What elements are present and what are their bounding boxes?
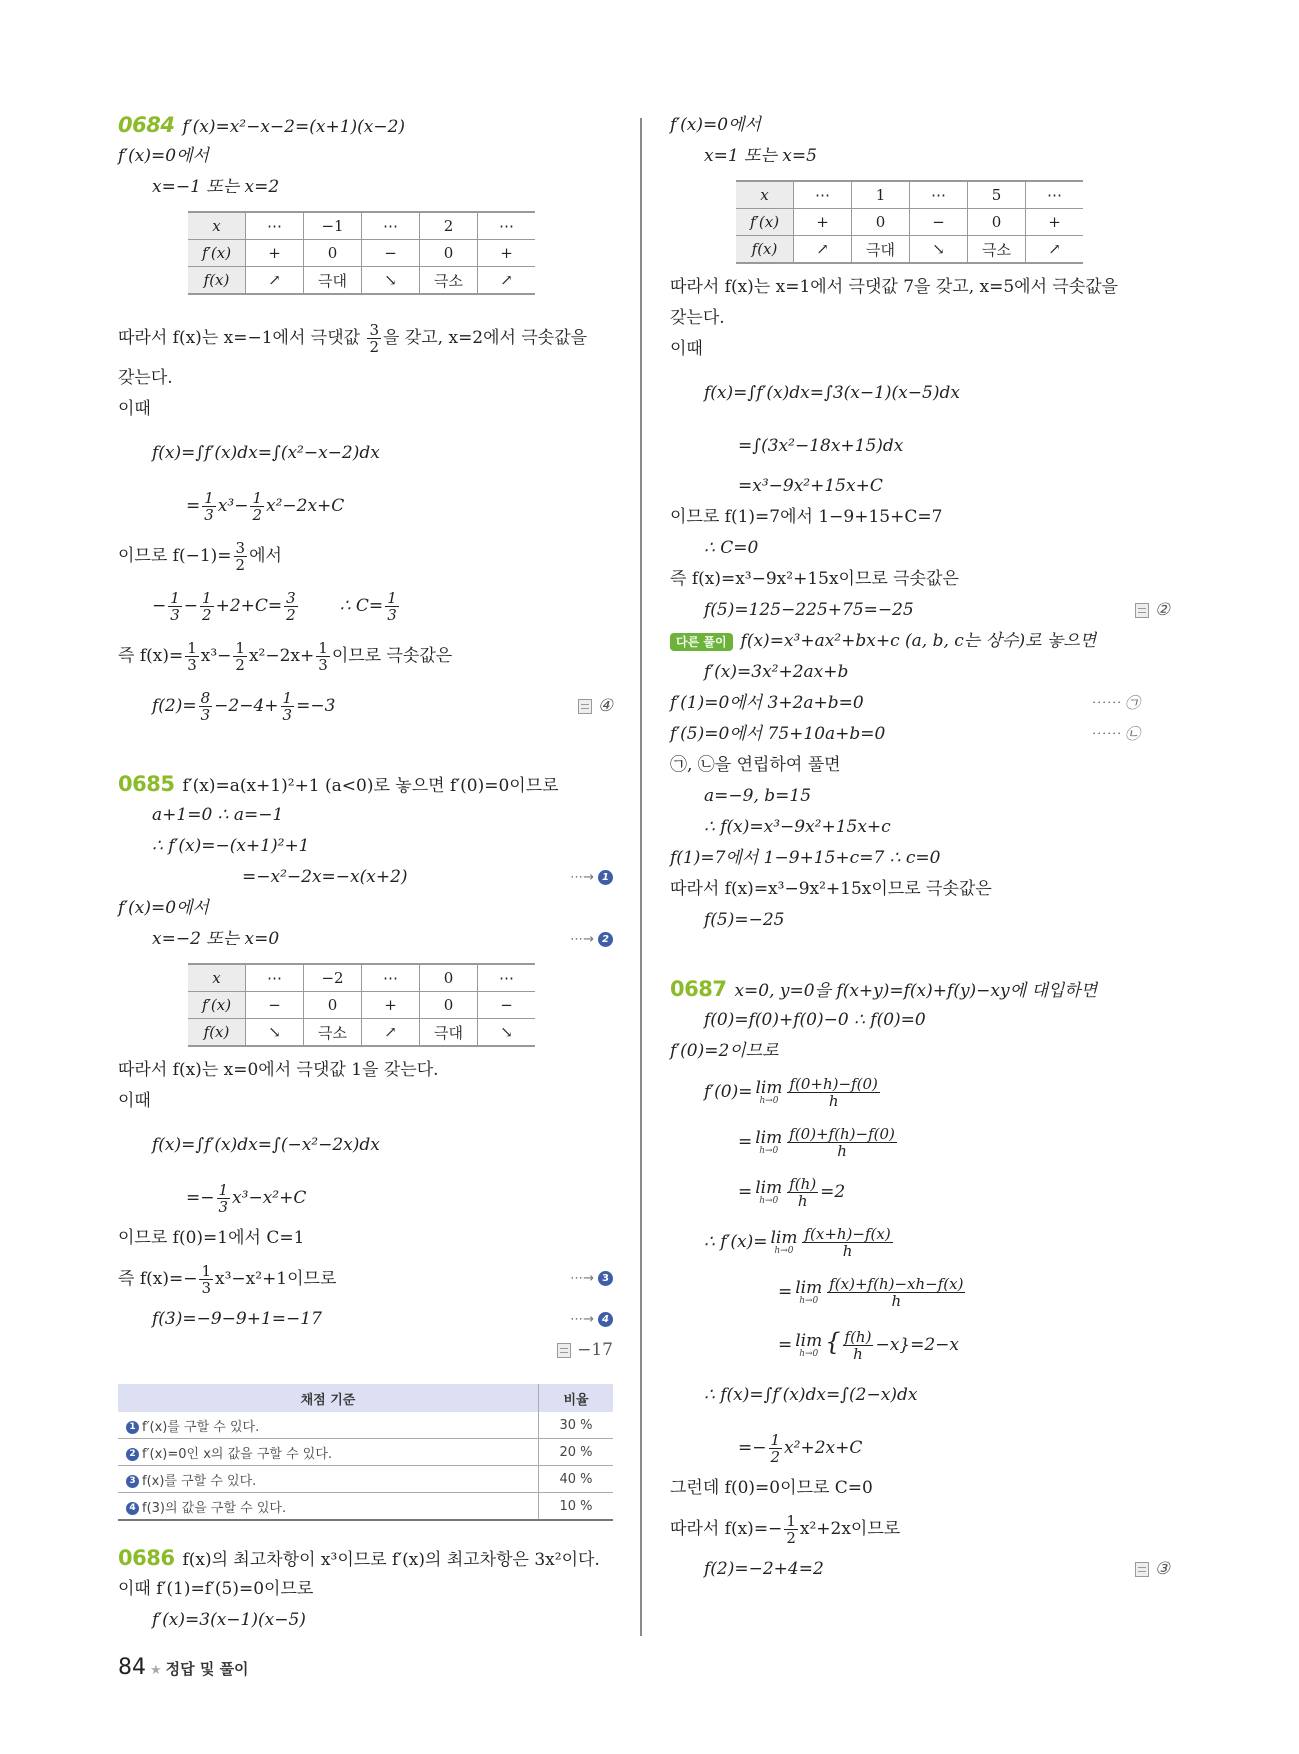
equation: ∴ C=0 xyxy=(704,538,759,558)
answer-label: −17 xyxy=(557,1335,613,1366)
answer-icon xyxy=(1135,603,1149,618)
variation-table: x ⋯ 1 ⋯ 5 ⋯ f′(x) + 0 − 0 + f(x) ↗ 극대 ↘ 극소 ↗ xyxy=(736,180,1083,264)
text-line: f′(x)=0에서 xyxy=(118,898,209,918)
equation: =∫(3x²−18x+15)dx xyxy=(738,436,904,456)
problem-0687: 0687 x=0, y=0을 f(x+y)=f(x)+f(y)−xy에 대입하면 f(0)=f(0)+f(0)−0 ∴ f(0)=0 f′(0)=2이므로 f′(0)= lim h→0 $\frac{f(0+h)-f(0)}{h}$ = lim h→0 $\frac{f(0)+f(h)-f(0)}{h}$ = lim h→0 $\frac{f(h)}{h}$ =2 ∴ f′(x)= lim h→0 $\frac{f(x+h)-f(x)}{h}$ = lim h→0 $\frac{f(x)+f(h)-xh-f(x)}{h}$ = lim h→0 { $\frac{f(h)}{h}$ −x}=2−x ∴ f(x)=∫f′(x)dx=∫(2−x)dx =− $\frac{1}{2}$ x²+2x+C 그런데 f(0)=0이므로 C=0 따라서 f(x)=− $\frac{1}{2}$ x²+2x이므로 f(2)=−2+4=2 ③ xyxy=(670,974,1170,1585)
text-line: f′(x)=0에서 xyxy=(118,146,209,166)
text-line: 이때 xyxy=(118,399,151,419)
text-line: 따라서 f(x)는 x=1에서 극댓값 7을 갖고, x=5에서 극솟값을 xyxy=(670,277,1119,297)
text-line: f′(x)=a(x+1)²+1 (a<0)로 놓으면 f′(0)=0이므로 xyxy=(182,776,559,796)
text-line: 따라서 f(x)=− $\frac{1}{2}$ x²+2x이므로 xyxy=(670,1511,901,1547)
text-line: 이때 f′(1)=f′(5)=0이므로 xyxy=(118,1579,314,1599)
text-line: 이므로 f(−1)= $\frac{3}{2}$ 에서 xyxy=(118,538,282,574)
text-line: 갖는다. xyxy=(670,308,725,328)
text-line: 즉 f(x)=− $\frac{1}{3}$ x³−x²+1이므로 ⋯→ 3 xyxy=(118,1254,613,1304)
star-icon: ★ xyxy=(150,1663,162,1678)
equation: f(0)=f(0)+f(0)−0 ∴ f(0)=0 xyxy=(704,1010,926,1030)
equation: a+1=0 ∴ a=−1 xyxy=(152,805,284,825)
equation: f(2)=−2+4=2 ③ xyxy=(670,1554,1170,1585)
text-line: 즉 f(x)= $\frac{1}{3}$ x³− $\frac{1}{2}$ x²−2x+ $\frac{1}{3}$ 이므로 극솟값은 xyxy=(118,638,453,674)
equation: f(x)=∫f′(x)dx=∫3(x−1)(x−5)dx xyxy=(704,383,960,403)
equation: a=−9, b=15 xyxy=(704,786,812,806)
equation: f(x)=∫f′(x)dx=∫(x²−x−2)dx xyxy=(152,443,380,463)
step-marker-4: ⋯→ 4 xyxy=(570,1304,613,1335)
equation: f′(x)=3(x−1)(x−5) xyxy=(152,1610,306,1630)
equation: f′(x)=x²−x−2=(x+1)(x−2) xyxy=(182,117,406,137)
equation: f(1)=7에서 1−9+15+c=7 ∴ c=0 xyxy=(670,848,941,868)
problem-number: 0687 xyxy=(670,977,727,1001)
equation: f(5)=−25 xyxy=(704,910,785,930)
equation: =−x²−2x=−x(x+2) ⋯→ 1 xyxy=(118,862,613,893)
text-line: x=−2 또는 x=0 ⋯→ 2 xyxy=(118,924,613,955)
grading-header-criteria: 채점 기준 xyxy=(118,1384,539,1412)
equation: f(2)= $\frac{8}{3}$ −2−4+ $\frac{1}{3}$ =−3 ④ xyxy=(118,681,613,731)
text-line: 그런데 f(0)=0이므로 C=0 xyxy=(670,1478,873,1498)
text-line: 이므로 f(1)=7에서 1−9+15+C=7 xyxy=(670,507,943,527)
answer-line xyxy=(118,1335,613,1366)
step-marker-1: ⋯→ 1 xyxy=(570,862,613,893)
grading-criteria-table xyxy=(118,1384,613,1521)
equation: f(5)=125−225+75=−25 ② xyxy=(670,595,1170,626)
text-line: 갖는다. xyxy=(118,368,173,388)
right-column xyxy=(670,110,1170,1585)
problem-number: 0686 xyxy=(118,1546,175,1570)
answer-label: ④ xyxy=(578,681,613,731)
text-line: f(x)의 최고차항이 x³이므로 f′(x)의 최고차항은 3x²이다. xyxy=(182,1550,600,1570)
text-line: 즉 f(x)=x³−9x²+15x이므로 극솟값은 xyxy=(670,569,959,589)
equation: f(x)=∫f′(x)dx=∫(−x²−2x)dx xyxy=(152,1135,380,1155)
text-line: f′(0)=2이므로 xyxy=(670,1041,779,1061)
problem-0684 xyxy=(118,110,613,731)
equation-ref: ⋯⋯ ㉡ xyxy=(1090,725,1140,743)
equation: = lim h→0 $\frac{f(h)}{h}$ =2 xyxy=(738,1174,846,1210)
equation: = lim h→0 { $\frac{f(h)}{h}$ −x}=2−x xyxy=(778,1327,959,1363)
grading-header-ratio: 비율 xyxy=(539,1384,614,1412)
text-line: 이때 xyxy=(670,339,703,359)
problem-0685 xyxy=(118,769,613,1521)
equation: ∴ f(x)=x³−9x²+15x+c xyxy=(704,817,891,837)
step-marker-3: ⋯→ 3 xyxy=(570,1254,613,1304)
problem-0686 xyxy=(118,1543,613,1636)
text-line: 따라서 f(x)는 x=0에서 극댓값 1을 갖는다. xyxy=(118,1060,439,1080)
text-line: f′(x)=0에서 xyxy=(670,115,761,135)
page-footer xyxy=(118,1655,249,1680)
answer-icon xyxy=(557,1343,571,1358)
section-title: 정답 및 풀이 xyxy=(165,1660,249,1678)
answer-icon xyxy=(578,699,592,714)
page-number: 84 xyxy=(118,1655,146,1680)
problem-number: 0684 xyxy=(118,113,175,137)
problem-number: 0685 xyxy=(118,772,175,796)
problem-0686-continued xyxy=(670,110,1170,936)
equation: = $\frac{1}{3}$ x³− $\frac{1}{2}$ x²−2x+C xyxy=(186,488,345,524)
equation: =x³−9x²+15x+C xyxy=(738,476,883,496)
text-line: 이때 xyxy=(118,1091,151,1111)
variation-table: x ⋯ −1 ⋯ 2 ⋯ f′(x) + 0 − 0 + f(x) ↗ 극대 ↘ 극소 ↗ xyxy=(188,211,535,295)
table-row: 3 f(x)를 구할 수 있다. 40 % xyxy=(118,1466,613,1493)
text-line: 따라서 f(x)=x³−9x²+15x이므로 극솟값은 xyxy=(670,879,992,899)
answer-icon xyxy=(1135,1562,1149,1577)
answer-label: ② xyxy=(1135,595,1170,626)
equation: − $\frac{1}{3}$ − $\frac{1}{2}$ +2+C= $\frac{3}{2}$ ∴ C= $\frac{1}{3}$ xyxy=(152,588,397,624)
equation: =− $\frac{1}{2}$ x²+2x+C xyxy=(738,1430,863,1466)
equation: f′(0)= lim h→0 $\frac{f(0+h)-f(0)}{h}$ xyxy=(704,1074,878,1110)
equation: f′(1)=0에서 3+2a+b=0 ⋯⋯ ㉠ xyxy=(670,688,1170,719)
step-marker-2: ⋯→ 2 xyxy=(570,924,613,955)
table-row: 2 f′(x)=0인 x의 값을 구할 수 있다. 20 % xyxy=(118,1439,613,1466)
equation: ∴ f′(x)= lim h→0 $\frac{f(x+h)-f(x)}{h}$ xyxy=(704,1224,891,1260)
equation: f(3)=−9−9+1=−17 ⋯→ 4 xyxy=(118,1304,613,1335)
text-line: 이므로 f(0)=1에서 C=1 xyxy=(118,1228,305,1248)
equation: ∴ f′(x)=−(x+1)²+1 xyxy=(152,836,310,856)
text-line: ㉠, ㉡을 연립하여 풀면 xyxy=(670,755,841,775)
text-line: x=−1 또는 x=2 xyxy=(152,177,280,197)
alt-solution-badge: 다른 풀이 xyxy=(670,633,733,651)
table-row: 1 f′(x)를 구할 수 있다. 30 % xyxy=(118,1412,613,1439)
equation: ∴ f(x)=∫f′(x)dx=∫(2−x)dx xyxy=(704,1385,918,1405)
variation-table: x ⋯ −2 ⋯ 0 ⋯ f′(x) − 0 + 0 − f(x) ↘ 극소 ↗ 극대 ↘ xyxy=(188,963,535,1047)
column-divider xyxy=(640,118,642,1636)
equation: =− $\frac{1}{3}$ x³−x²+C xyxy=(186,1180,307,1216)
left-column xyxy=(118,110,613,1636)
text-line: 따라서 f(x)는 x=−1에서 극댓값 $\frac{3}{2}$ 을 갖고, x=2에서 극솟값을 xyxy=(118,320,588,356)
text-line: x=1 또는 x=5 xyxy=(704,146,817,166)
equation: = lim h→0 $\frac{f(x)+f(h)-xh-f(x)}{h}$ xyxy=(778,1274,964,1310)
equation: f′(5)=0에서 75+10a+b=0 ⋯⋯ ㉡ xyxy=(670,719,1170,750)
equation: = lim h→0 $\frac{f(0)+f(h)-f(0)}{h}$ xyxy=(738,1124,895,1160)
equation: f′(x)=3x²+2ax+b xyxy=(704,662,849,682)
table-row: 4 f(3)의 값을 구할 수 있다. 10 % xyxy=(118,1493,613,1521)
equation-ref: ⋯⋯ ㉠ xyxy=(1090,694,1140,712)
answer-label: ③ xyxy=(1135,1554,1170,1585)
alt-solution: 다른 풀이 f(x)=x³+ax²+bx+c (a, b, c는 상수)로 놓으면 f′(x)=3x²+2ax+b f′(1)=0에서 3+2a+b=0 ⋯⋯ ㉠ f′(5)=0에서 75+10a+b=0 ⋯⋯ ㉡ ㉠, ㉡을 연립하여 풀면 a=−9, b=15 ∴ f(x)=x³−9x²+15x+c f(1)=7에서 1−9+15+c=7 ∴ c=0 따라서 f(x)=x³−9x²+15x이므로 극솟값은 f(5)=−25 xyxy=(670,626,1170,936)
